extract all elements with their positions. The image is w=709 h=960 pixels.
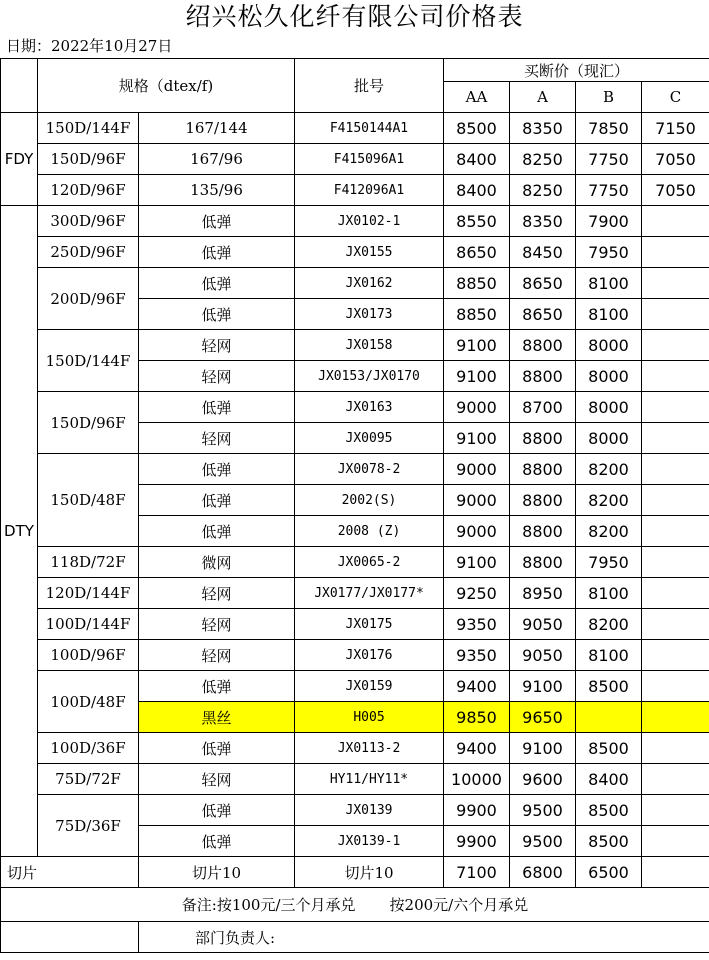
batch-header: 批号 [295, 59, 444, 113]
batch-cell: JX0159 [295, 671, 444, 702]
footer-row [1, 922, 709, 953]
type-cell: 低弹 [139, 392, 295, 423]
price-c-cell [642, 826, 709, 857]
price-b-cell: 8500 [576, 826, 642, 857]
price-c-cell [642, 733, 709, 764]
grade-header-c: C [642, 82, 709, 113]
price-aa-cell: 9400 [444, 733, 510, 764]
price-header: 买断价（现汇） [444, 59, 709, 82]
price-c-cell [642, 330, 709, 361]
type-cell: 低弹 [139, 268, 295, 299]
batch-cell: H005 [295, 702, 444, 733]
table-row [1, 268, 709, 299]
type-cell: 轻网 [139, 330, 295, 361]
spec-cell: 100D/96F [38, 640, 139, 671]
category-cell-slice: 切片 [1, 857, 139, 888]
price-c-cell: 7050 [642, 175, 709, 206]
price-a-cell: 8250 [510, 144, 576, 175]
price-b-cell: 8100 [576, 578, 642, 609]
price-c-cell [642, 206, 709, 237]
type-cell: 轻网 [139, 423, 295, 454]
header-row [1, 59, 709, 82]
price-aa-cell: 8650 [444, 237, 510, 268]
spec-cell: 100D/36F [38, 733, 139, 764]
type-cell: 轻网 [139, 578, 295, 609]
table-row [1, 547, 709, 578]
footer-blank-cell [1, 922, 139, 953]
spec-cell: 150D/144F [38, 113, 139, 144]
batch-cell: JX0102-1 [295, 206, 444, 237]
price-b-cell: 8000 [576, 392, 642, 423]
price-a-cell: 8800 [510, 423, 576, 454]
type-cell: 轻网 [139, 764, 295, 795]
price-c-cell [642, 640, 709, 671]
price-aa-cell: 9000 [444, 392, 510, 423]
type-cell: 黑丝 [139, 702, 295, 733]
spec-cell: 300D/96F [38, 206, 139, 237]
price-aa-cell: 9100 [444, 423, 510, 454]
price-a-cell: 9050 [510, 640, 576, 671]
price-aa-cell: 8550 [444, 206, 510, 237]
price-c-cell: 7150 [642, 113, 709, 144]
price-a-cell: 9500 [510, 826, 576, 857]
price-aa-cell: 9900 [444, 826, 510, 857]
price-aa-cell: 8850 [444, 299, 510, 330]
price-c-cell [642, 671, 709, 702]
price-a-cell: 8800 [510, 547, 576, 578]
price-a-cell: 8650 [510, 268, 576, 299]
type-cell: 切片10 [139, 857, 295, 888]
spec-cell: 150D/96F [38, 144, 139, 175]
price-aa-cell: 7100 [444, 857, 510, 888]
grade-header-aa: AA [444, 82, 510, 113]
price-a-cell: 8700 [510, 392, 576, 423]
batch-cell: JX0155 [295, 237, 444, 268]
table-row [1, 454, 709, 485]
price-b-cell: 8100 [576, 299, 642, 330]
batch-cell: JX0065-2 [295, 547, 444, 578]
grade-header-a: A [510, 82, 576, 113]
price-b-cell: 8100 [576, 268, 642, 299]
batch-cell: JX0177/JX0177* [295, 578, 444, 609]
price-c-cell [642, 609, 709, 640]
price-a-cell: 9050 [510, 609, 576, 640]
batch-cell: JX0153/JX0170 [295, 361, 444, 392]
table-row [1, 392, 709, 423]
price-a-cell: 8650 [510, 299, 576, 330]
spec-cell: 150D/96F [38, 392, 139, 454]
dtex-cell: 135/96 [139, 175, 295, 206]
price-c-cell [642, 454, 709, 485]
price-aa-cell: 9350 [444, 640, 510, 671]
spec-cell: 200D/96F [38, 268, 139, 330]
price-c-cell [642, 764, 709, 795]
price-aa-cell: 9900 [444, 795, 510, 826]
price-aa-cell: 9100 [444, 330, 510, 361]
spec-cell: 150D/144F [38, 330, 139, 392]
spec-cell: 100D/48F [38, 671, 139, 733]
price-table [0, 58, 709, 953]
price-c-cell [642, 516, 709, 547]
type-cell: 低弹 [139, 733, 295, 764]
price-b-cell: 7900 [576, 206, 642, 237]
type-cell: 低弹 [139, 516, 295, 547]
price-c-cell [642, 857, 709, 888]
batch-cell: HY11/HY11* [295, 764, 444, 795]
table-row [1, 113, 709, 144]
type-cell: 低弹 [139, 206, 295, 237]
price-a-cell: 8950 [510, 578, 576, 609]
batch-cell: JX0175 [295, 609, 444, 640]
price-a-cell: 8350 [510, 113, 576, 144]
price-a-cell: 9100 [510, 671, 576, 702]
price-aa-cell: 8400 [444, 175, 510, 206]
price-c-cell [642, 237, 709, 268]
price-a-cell: 8800 [510, 361, 576, 392]
price-c-cell [642, 547, 709, 578]
spec-cell: 75D/72F [38, 764, 139, 795]
price-a-cell: 8450 [510, 237, 576, 268]
price-a-cell: 9100 [510, 733, 576, 764]
batch-cell: JX0176 [295, 640, 444, 671]
dtex-cell: 167/96 [139, 144, 295, 175]
table-row [1, 237, 709, 268]
price-aa-cell: 9000 [444, 485, 510, 516]
price-aa-cell: 9100 [444, 547, 510, 578]
batch-cell: 2002(S) [295, 485, 444, 516]
spec-header: 规格（dtex/f) [38, 59, 295, 113]
table-row [1, 578, 709, 609]
type-cell: 轻网 [139, 609, 295, 640]
date-label: 日期：2022年10月27日 [6, 37, 173, 55]
table-row [1, 206, 709, 237]
price-b-cell: 8100 [576, 640, 642, 671]
table-row [1, 175, 709, 206]
price-a-cell: 6800 [510, 857, 576, 888]
price-c-cell [642, 795, 709, 826]
price-a-cell: 9600 [510, 764, 576, 795]
table-row [1, 733, 709, 764]
price-b-cell: 8000 [576, 361, 642, 392]
price-a-cell: 8800 [510, 454, 576, 485]
price-aa-cell: 9000 [444, 454, 510, 485]
price-aa-cell: 9250 [444, 578, 510, 609]
grade-header-b: B [576, 82, 642, 113]
price-aa-cell: 9400 [444, 671, 510, 702]
table-row-slice [1, 857, 709, 888]
table-row [1, 609, 709, 640]
price-c-cell [642, 268, 709, 299]
spec-cell: 120D/96F [38, 175, 139, 206]
spec-cell: 118D/72F [38, 547, 139, 578]
price-b-cell: 7750 [576, 144, 642, 175]
price-aa-cell: 9000 [444, 516, 510, 547]
category-cell-dty: DTY [1, 206, 38, 857]
price-c-cell [642, 299, 709, 330]
price-aa-cell: 8400 [444, 144, 510, 175]
batch-cell: JX0139-1 [295, 826, 444, 857]
remark-text-1: 备注:按100元/三个月承兑 [181, 896, 356, 914]
type-cell: 低弹 [139, 237, 295, 268]
price-b-cell: 7850 [576, 113, 642, 144]
table-row [1, 671, 709, 702]
batch-cell: F4150144A1 [295, 113, 444, 144]
price-aa-cell: 9350 [444, 609, 510, 640]
price-a-cell: 9650 [510, 702, 576, 733]
batch-cell: JX0163 [295, 392, 444, 423]
price-b-cell: 8500 [576, 795, 642, 826]
price-a-cell: 8800 [510, 485, 576, 516]
price-a-cell: 8250 [510, 175, 576, 206]
price-b-cell [576, 702, 642, 733]
type-cell: 轻网 [139, 361, 295, 392]
price-a-cell: 8800 [510, 330, 576, 361]
batch-cell: JX0113-2 [295, 733, 444, 764]
price-c-cell: 7050 [642, 144, 709, 175]
batch-cell: JX0078-2 [295, 454, 444, 485]
type-cell: 低弹 [139, 485, 295, 516]
price-c-cell [642, 578, 709, 609]
price-c-cell [642, 392, 709, 423]
category-cell-fdy: FDY [1, 113, 38, 206]
price-b-cell: 8500 [576, 671, 642, 702]
price-a-cell: 9500 [510, 795, 576, 826]
spec-cell: 75D/36F [38, 795, 139, 857]
price-b-cell: 8400 [576, 764, 642, 795]
price-c-cell [642, 702, 709, 733]
batch-cell: JX0173 [295, 299, 444, 330]
spec-cell: 150D/48F [38, 454, 139, 547]
spec-cell: 100D/144F [38, 609, 139, 640]
type-cell: 低弹 [139, 826, 295, 857]
price-a-cell: 8350 [510, 206, 576, 237]
table-row [1, 640, 709, 671]
price-aa-cell: 9850 [444, 702, 510, 733]
table-row [1, 764, 709, 795]
price-b-cell: 8200 [576, 609, 642, 640]
price-b-cell: 8000 [576, 330, 642, 361]
remarks-cell [1, 888, 709, 922]
batch-cell: JX0095 [295, 423, 444, 454]
type-cell: 轻网 [139, 640, 295, 671]
price-aa-cell: 9100 [444, 361, 510, 392]
type-cell: 微网 [139, 547, 295, 578]
price-aa-cell: 10000 [444, 764, 510, 795]
table-row [1, 330, 709, 361]
header-blank-cell [1, 59, 38, 113]
spec-cell: 250D/96F [38, 237, 139, 268]
table-row [1, 144, 709, 175]
batch-cell: 切片10 [295, 857, 444, 888]
batch-cell: JX0139 [295, 795, 444, 826]
type-cell: 低弹 [139, 454, 295, 485]
price-aa-cell: 8500 [444, 113, 510, 144]
batch-cell: JX0162 [295, 268, 444, 299]
price-b-cell: 6500 [576, 857, 642, 888]
batch-cell: F415096A1 [295, 144, 444, 175]
sheet-title: 绍兴松久化纤有限公司价格表 [185, 2, 524, 31]
type-cell: 低弹 [139, 299, 295, 330]
price-b-cell: 7750 [576, 175, 642, 206]
price-c-cell [642, 423, 709, 454]
price-b-cell: 8200 [576, 516, 642, 547]
price-b-cell: 8500 [576, 733, 642, 764]
batch-cell: F412096A1 [295, 175, 444, 206]
price-c-cell [642, 361, 709, 392]
type-cell: 低弹 [139, 795, 295, 826]
spec-cell: 120D/144F [38, 578, 139, 609]
price-b-cell: 7950 [576, 237, 642, 268]
price-c-cell [642, 485, 709, 516]
table-row [1, 795, 709, 826]
dept-head-label: 部门负责人: [139, 922, 709, 953]
price-b-cell: 7950 [576, 547, 642, 578]
price-b-cell: 8200 [576, 454, 642, 485]
type-cell: 低弹 [139, 671, 295, 702]
price-aa-cell: 8850 [444, 268, 510, 299]
price-b-cell: 8000 [576, 423, 642, 454]
remark-text-2: 按200元/六个月承兑 [389, 896, 529, 914]
batch-cell: JX0158 [295, 330, 444, 361]
remarks-row [1, 888, 709, 922]
price-b-cell: 8200 [576, 485, 642, 516]
batch-cell: 2008 (Z) [295, 516, 444, 547]
dtex-cell: 167/144 [139, 113, 295, 144]
price-a-cell: 8800 [510, 516, 576, 547]
